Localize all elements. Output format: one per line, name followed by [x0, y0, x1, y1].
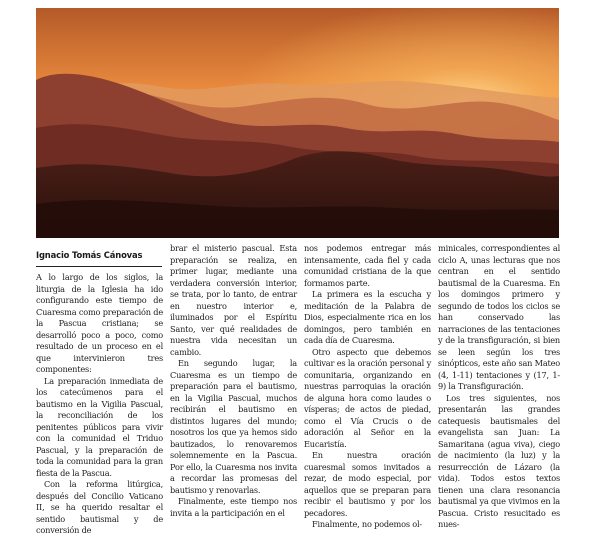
author-divider — [36, 266, 162, 267]
paragraph: A lo largo de los siglos, la liturgia de la Iglesia ha ido configurando este tiempo de Cuaresma como preparación de la Pascua cristiana; se desarrolló poco a poco, como resultado de un proceso en el que intervinieron tres componentes: — [36, 272, 163, 374]
paragraph: La preparación inmediata de los catecúmenos para el bautismo en la Vigilia Pascual, la reconciliación de los penitentes públicos para vivir con la comunidad el Triduo Pascual, y la preparación de toda la comunidad para la gran fiesta de la Pascua. — [36, 375, 163, 478]
paragraph: En segundo lugar, la Cuaresma es un tiempo de preparación para el bautismo, en la Vigilia Pascual, muchos recibirán el bautismo en distintos lugares del mundo; nosotros los que ya hemos sido bautizados, lo renovaremos solemnemente en la Pascua. Por ello, la Cuaresma nos invita a recordar las promesas del bautismo y renovarlas. — [170, 358, 297, 495]
article-column-3 — [304, 243, 431, 531]
paragraph: La primera es la escucha y meditación de la Palabra de Dios, especialmente rica en los domingos, pero también en cada día de Cuaresma. — [304, 289, 431, 345]
paragraph: minicales, correspondientes al ciclo A, unas lecturas que nos centran en el sentido bautismal de la Cuaresma. En los domingos primero y segundo de todos los ciclos se han conservado las narraciones de las tentaciones y de la transfiguración, si bien se leen según los tres sinópticos, este año san Mateo (4, 1-11) tentaciones y (17, 1-9) la Transfiguración. — [438, 243, 560, 391]
paragraph: Finalmente, no podemos ol- — [312, 519, 422, 529]
sunset-mountain-photo — [36, 8, 559, 238]
article-column-1 — [36, 272, 163, 537]
paragraph: En nuestra oración cuaresmal somos invitados a rezar, de modo especial, por aquellos que se preparan para recibir el bautismo y por los pecadores. — [304, 450, 431, 518]
paragraph: Con la reforma litúrgica, después del Concilio Vaticano II, se ha querido resaltar el sentido bautismal y de conversión de — [36, 479, 163, 535]
paragraph: Los tres siguientes, nos presentarán las grandes catequesis bautismales del evangelista san Juan: La Samaritana (agua viva), ciego de nacimiento (la luz) y la resurrección de Lázaro (la vida). Todos estos textos tienen una clara resonancia bautismal ya que vivimos en la Pascua. Cristo resucitado es nues- — [438, 392, 560, 529]
mountain-landscape-image — [36, 8, 559, 238]
paragraph: Otro aspecto que debemos cultivar es la oración personal y comunitaria, organizando en nuestras parroquias la oración de alguna hora como laudes o vísperas; de actos de piedad, como el Vía Crucis o de adoración al Señor en la Eucaristía. — [304, 346, 431, 449]
article-column-4 — [438, 243, 560, 531]
paragraph: brar el misterio pascual. Esta preparación se realiza, en primer lugar, mediante una verdadera conversión interior, se trata, por lo tanto, de entrar en nuestro interior e, iluminados por el Espíritu Santo, ver qué realidades de nuestra vida necesitan un cambio. — [170, 243, 297, 357]
paragraph: Finalmente, este tiempo nos invita a la participación en el — [170, 496, 297, 518]
article-column-2 — [170, 243, 297, 519]
paragraph: nos podemos entregar más intensamente, cada fiel y cada comunidad cristiana de la que formamos parte. — [304, 243, 431, 288]
author-name: Ignacio Tomás Cánovas — [36, 250, 143, 260]
